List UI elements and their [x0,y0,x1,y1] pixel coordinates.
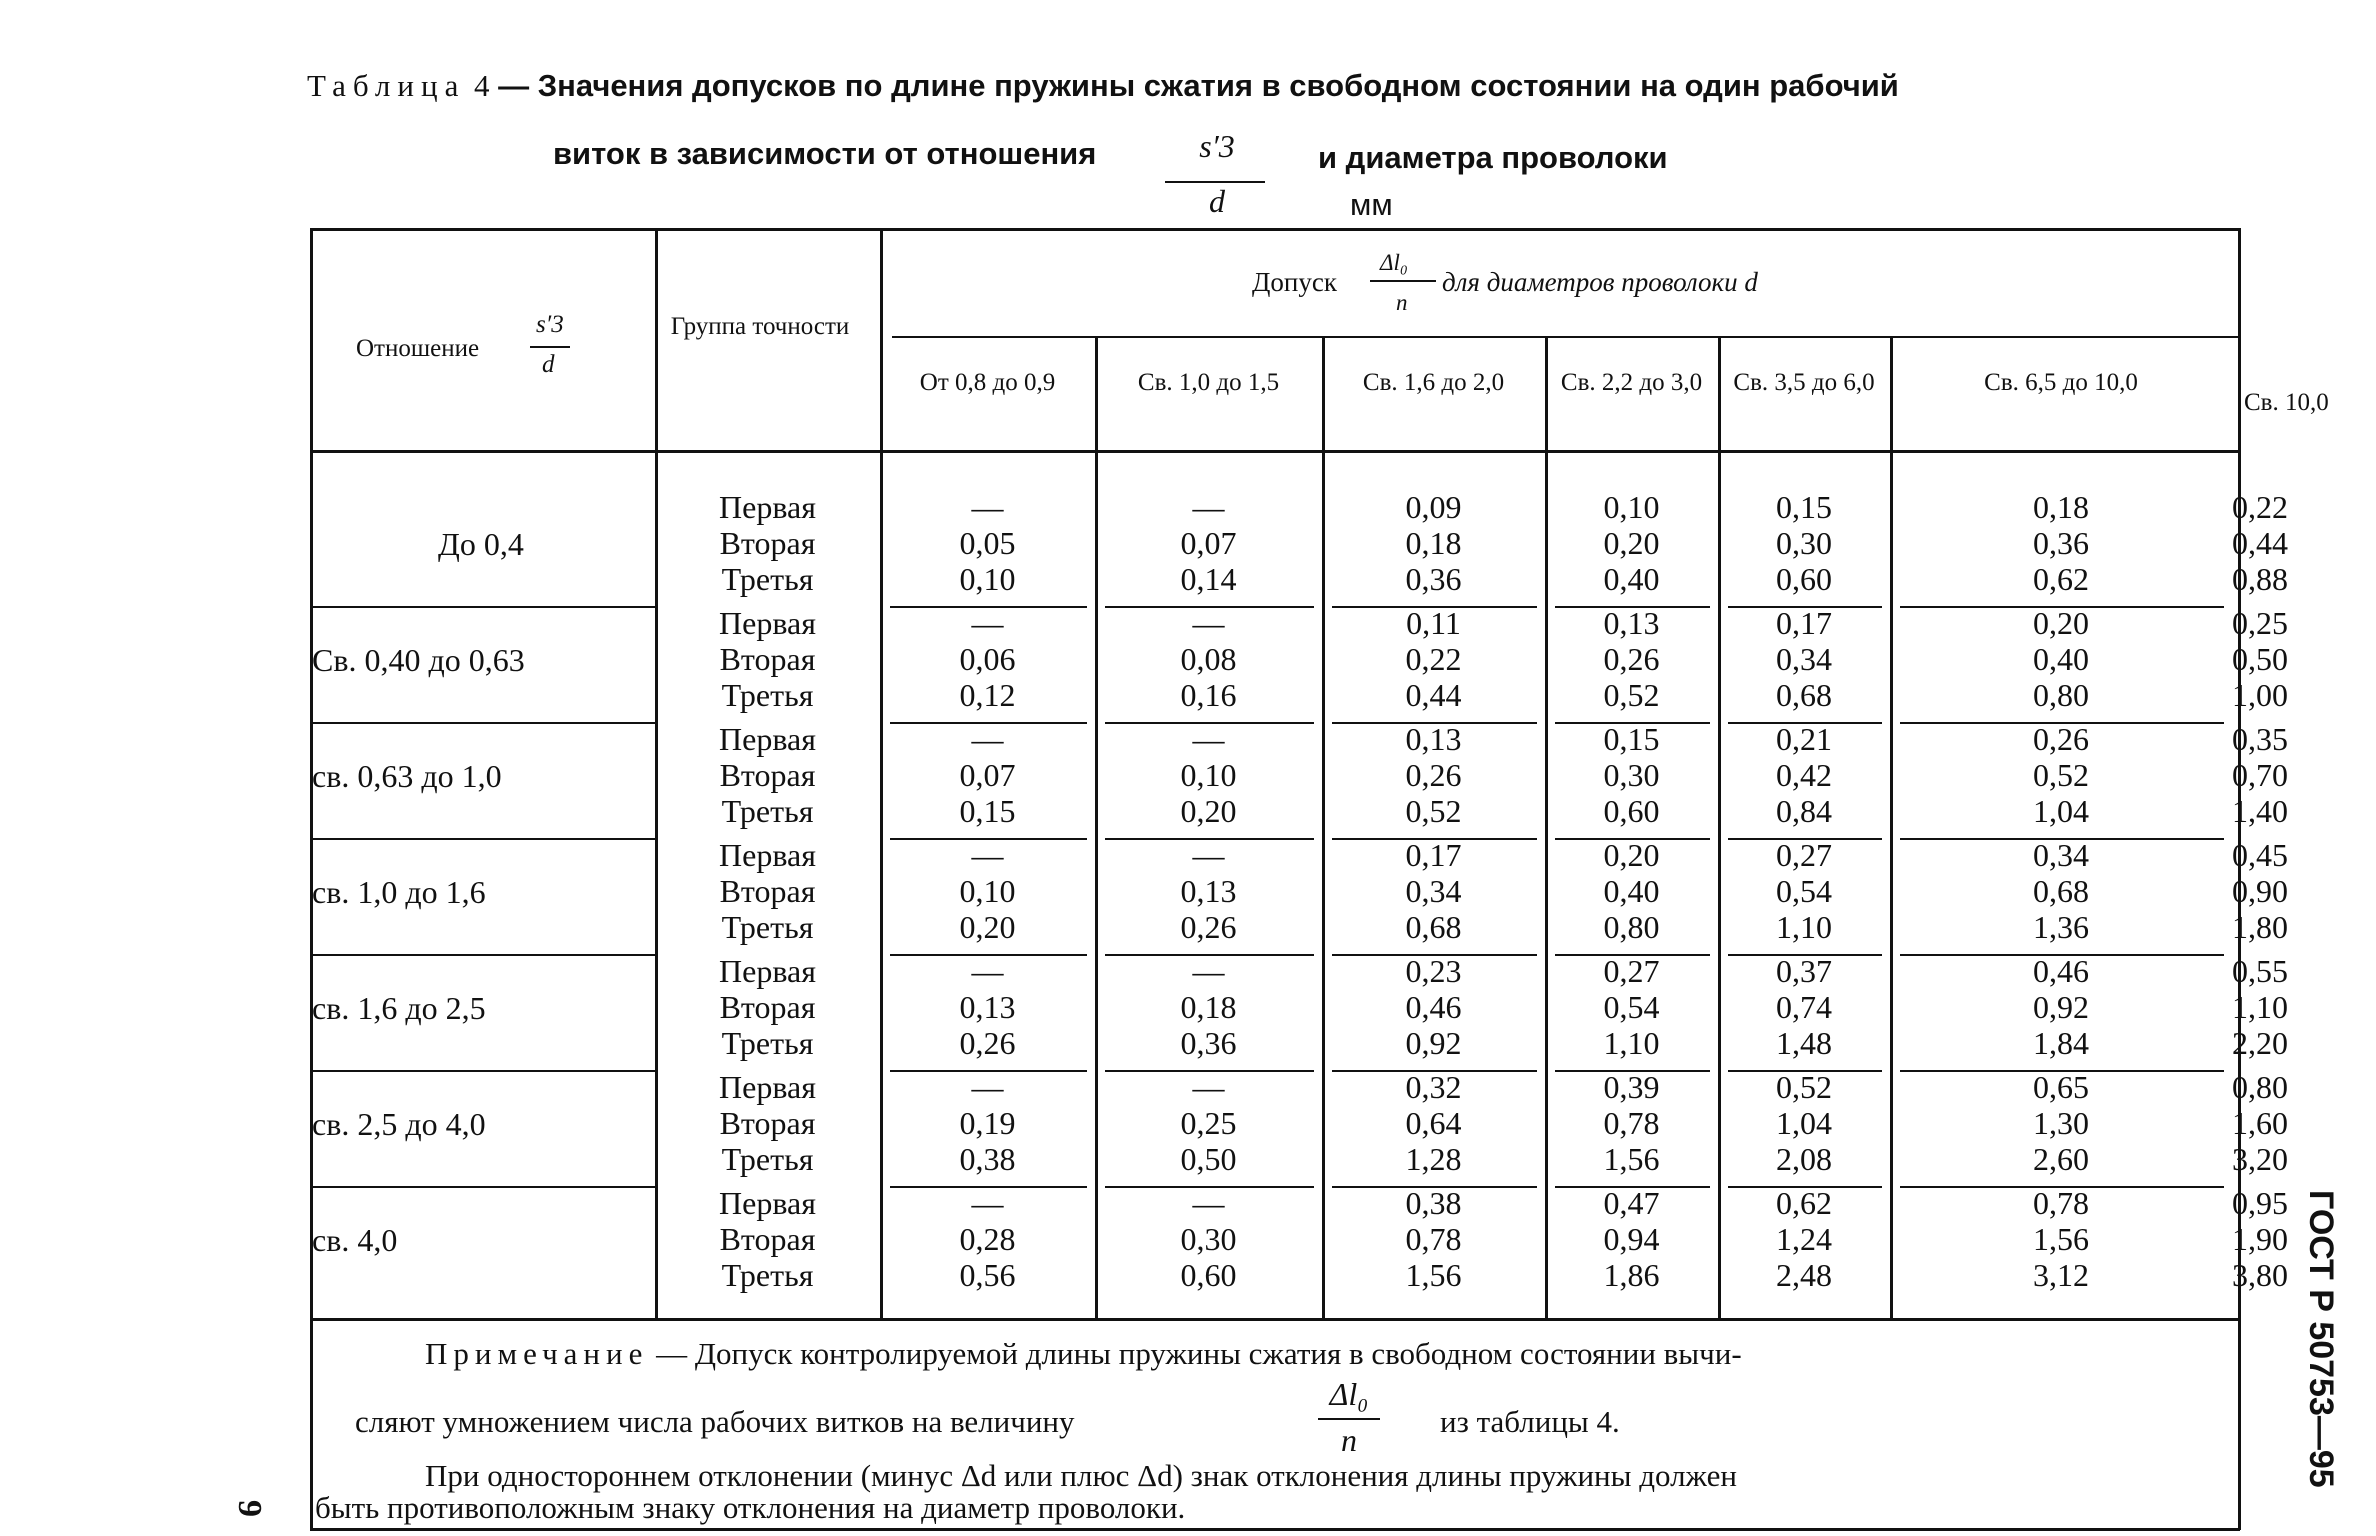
header-bottom-border [310,450,2240,453]
tolerance-value: 0,64 [1405,1105,1462,1141]
tolerance-value: 1,10 [2232,989,2288,1025]
tolerance-value: 1,04 [1776,1105,1832,1141]
accuracy-group-label: Вторая [719,641,816,677]
group-header: Группа точности [670,313,850,340]
tolerance-value: 0,26 [2033,721,2089,757]
accuracy-group-label: Первая [719,1185,816,1221]
tolerance-value: 0,17 [1776,605,1832,641]
tolerance-value: 0,20 [1180,793,1237,829]
tolerance-value: — [971,1069,1004,1105]
tolerance-value: 3,12 [2033,1257,2089,1293]
note-fraction-denominator: n [1341,1422,1357,1458]
diameter-column-header: Св. 1,6 до 2,0 [1362,369,1505,396]
tolerance-value: 0,78 [2033,1185,2089,1221]
note-line3: При одностороннем отклонении (минус Δd или плюс Δd) знак отклонения длины пружины должен [425,1458,1737,1493]
tolerance-value: 0,30 [1180,1221,1237,1257]
tolerance-value: 0,46 [2033,953,2089,989]
note-fraction-numerator: Δl₀ [1329,1376,1369,1412]
tolerance-value: — [1192,489,1225,525]
tolerance-value: 0,26 [1603,641,1660,677]
tolerance-value: 0,27 [1776,837,1832,873]
tolerance-value: 0,62 [2033,561,2089,597]
tolerance-value: 0,50 [2232,641,2288,677]
tolerance-value: 0,13 [1180,873,1237,909]
tolerance-value: 0,44 [2232,525,2288,561]
tolerance-value: 0,08 [1180,641,1237,677]
tolerance-value: 0,21 [1776,721,1832,757]
tolerance-value: 0,34 [2033,837,2089,873]
caption-line2-pre: виток в зависимости от отношения [553,136,1097,171]
diameter-column-header: Св. 1,0 до 1,5 [1137,369,1280,396]
tolerance-value: 0,52 [1603,677,1660,713]
tolerance-value: 2,60 [2033,1141,2089,1177]
tolerance-value: 0,36 [1180,1025,1237,1061]
table-top-border [310,228,2240,231]
tolerance-value: 0,40 [2033,641,2089,677]
tolerance-value: 0,26 [1405,757,1462,793]
tolerance-value: 0,14 [1180,561,1237,597]
tolerance-value: 0,94 [1603,1221,1660,1257]
tolerance-value: 0,52 [1405,793,1462,829]
diameter-column-header: Св. 2,2 до 3,0 [1560,369,1703,396]
tolerance-value: 0,15 [959,793,1016,829]
tolerance-value: — [971,1185,1004,1221]
ratio-header-denominator: d [542,351,555,378]
tolerance-value: 0,60 [1776,561,1832,597]
ratio-row-label: До 0,4 [438,526,524,562]
tolerance-header [1230,250,1930,330]
tolerance-value: 0,36 [1405,561,1462,597]
tolerance-value: 0,20 [959,909,1016,945]
accuracy-group-label: Третья [721,909,814,945]
diameter-column-header: Св. 6,5 до 10,0 [1984,369,2138,396]
tolerance-value: — [1192,1185,1225,1221]
tolerance-value: 0,18 [1405,525,1462,561]
tolerance-value: — [1192,837,1225,873]
tolerance-value: 1,56 [1603,1141,1660,1177]
table-body-bottom-border [310,1318,2240,1321]
tolerance-value: 0,06 [959,641,1016,677]
row-divider-ratio-6 [310,1186,655,1188]
tolerance-value: 1,84 [2033,1025,2089,1061]
tolerance-header-numerator: Δl₀ [1380,250,1408,275]
row-divider-ratio-4 [310,954,655,956]
row-divider-ratio-5 [310,1070,655,1072]
tolerance-value: 0,84 [1776,793,1832,829]
tolerance-value: 0,68 [1405,909,1462,945]
tolerance-value: 0,34 [1405,873,1462,909]
tolerance-value: — [1192,1069,1225,1105]
tolerance-value: 0,78 [1603,1105,1660,1141]
tolerance-value: 0,19 [959,1105,1016,1141]
note-line4: быть противоположным знаку отклонения на диаметр проволоки. [315,1490,1186,1525]
tolerance-value: 0,11 [1406,605,1461,641]
tolerance-value: 1,40 [2232,793,2288,829]
tolerance-value: — [971,721,1004,757]
tolerance-value: 1,28 [1405,1141,1462,1177]
tolerance-value: 2,48 [1776,1257,1832,1293]
tolerance-value: 0,42 [1776,757,1832,793]
tolerance-value: 0,22 [2232,489,2288,525]
tolerance-value: 0,05 [959,525,1016,561]
note-fraction-bar [1318,1418,1380,1420]
tolerance-header-pre: Допуск [1252,267,1337,297]
tolerance-value: 0,40 [1603,561,1660,597]
tolerance-value: 0,25 [2232,605,2288,641]
tolerance-value: 0,38 [959,1141,1016,1177]
tolerance-value: 1,00 [2232,677,2288,713]
tolerance-value: 0,44 [1405,677,1462,713]
note-line1 [425,1336,1742,1372]
tolerance-value: — [971,837,1004,873]
tolerance-value: 0,52 [2033,757,2089,793]
tolerance-value: 1,48 [1776,1025,1832,1061]
tolerance-value: 0,26 [959,1025,1016,1061]
accuracy-group-label: Вторая [719,989,816,1025]
tolerance-value: 0,68 [1776,677,1832,713]
tolerance-value: 0,37 [1776,953,1832,989]
row-divider-ratio-2 [310,722,655,724]
tolerance-value: 0,18 [1180,989,1237,1025]
tolerance-value: — [971,489,1004,525]
ratio-row-label: св. 2,5 до 4,0 [312,1106,486,1142]
tolerance-header-bar [1370,280,1436,282]
tolerance-value: 0,95 [2232,1185,2288,1221]
note-line1-text: — Допуск контролируемой длины пружины сжатия в свободном состоянии вычи- [656,1336,1742,1371]
caption-fraction-numerator: s′3 [1199,128,1235,164]
diameter-column-header: Св. 10,0 [2244,389,2329,416]
tolerance-value: 0,36 [2033,525,2089,561]
accuracy-group-label: Первая [719,489,816,525]
tolerance-value: 1,86 [1603,1257,1660,1293]
tolerance-value: 0,22 [1405,641,1462,677]
tolerance-value: 1,04 [2033,793,2089,829]
tolerance-value: 1,10 [1603,1025,1660,1061]
tolerance-value: 0,78 [1405,1221,1462,1257]
tolerance-value: 0,34 [1776,641,1832,677]
ratio-header [318,300,648,420]
tolerance-value: 0,09 [1405,489,1462,525]
tolerance-value: 0,13 [1603,605,1660,641]
accuracy-group-label: Вторая [719,525,816,561]
ratio-row-label: св. 1,6 до 2,5 [312,990,486,1026]
tolerance-value: 0,10 [1603,489,1660,525]
ratio-header-label: Отношение [356,335,480,362]
tolerance-value: 0,13 [959,989,1016,1025]
tolerance-value: 0,68 [2033,873,2089,909]
tolerance-value: 0,17 [1405,837,1462,873]
row-divider-ratio-1 [310,606,655,608]
tolerance-value: 2,08 [1776,1141,1832,1177]
tolerance-value: 0,32 [1405,1069,1462,1105]
accuracy-group-label: Первая [719,721,816,757]
caption-number: 4 [473,68,490,103]
tolerance-value: 0,30 [1603,757,1660,793]
ratio-row-label: св. 0,63 до 1,0 [312,758,502,794]
tolerance-value: 0,15 [1603,721,1660,757]
ratio-row-label: св. 4,0 [312,1222,398,1258]
tolerance-header-denominator: n [1396,290,1408,315]
tolerance-value: 1,80 [2232,909,2288,945]
accuracy-group-label: Первая [719,1069,816,1105]
tolerance-value: 0,70 [2232,757,2288,793]
accuracy-group-label: Третья [721,793,814,829]
tolerance-value: 0,23 [1405,953,1462,989]
accuracy-group-label: Третья [721,1025,814,1061]
tolerance-value: 3,80 [2232,1257,2288,1293]
row-divider-ratio-3 [310,838,655,840]
tolerance-value: 2,20 [2232,1025,2288,1061]
tolerance-value: 1,10 [1776,909,1832,945]
tolerance-value: 0,55 [2232,953,2288,989]
caption-line1: — Значения допусков по длине пружины сжатия в свободном состоянии на один рабочий [498,68,1899,103]
note-line2-pre: сляют умножением числа рабочих витков на величину [355,1404,1075,1439]
tolerance-value: 0,27 [1603,953,1660,989]
tolerance-value: — [1192,953,1225,989]
tolerance-value: 0,16 [1180,677,1237,713]
tolerance-value: 1,90 [2232,1221,2288,1257]
tolerance-value: 1,30 [2033,1105,2089,1141]
tolerance-value: — [1192,605,1225,641]
tolerance-value: 1,60 [2232,1105,2288,1141]
caption-line2-post: и диаметра проволоки [1318,140,1668,175]
tolerance-value: 0,07 [959,757,1016,793]
tolerance-value: 0,39 [1603,1069,1660,1105]
accuracy-group-label: Первая [719,837,816,873]
tolerance-value: 0,80 [2232,1069,2288,1105]
tolerance-value: 0,74 [1776,989,1832,1025]
tolerance-value: 0,80 [1603,909,1660,945]
tolerance-value: 1,56 [2033,1221,2089,1257]
tolerance-value: — [971,953,1004,989]
diameter-column-header: От 0,8 до 0,9 [919,369,1056,396]
tolerance-value: 0,40 [1603,873,1660,909]
tolerance-value: 0,62 [1776,1185,1832,1221]
caption-fraction-denominator: d [1209,183,1225,219]
tolerance-value: 0,20 [2033,605,2089,641]
tolerance-value: 3,20 [2232,1141,2288,1177]
tolerance-value: 0,88 [2232,561,2288,597]
tolerance-value: 1,56 [1405,1257,1462,1293]
accuracy-group-label: Вторая [719,873,816,909]
accuracy-group-label: Вторая [719,1221,816,1257]
note-line2-post: из таблицы 4. [1440,1404,1620,1439]
tolerance-value: 0,25 [1180,1105,1237,1141]
caption-units: мм [1350,187,1393,222]
caption-label: Таблица [307,68,466,103]
tolerance-value: 0,10 [959,561,1016,597]
ratio-row-label: Св. 0,40 до 0,63 [312,642,525,678]
standard-designation: ГОСТ Р 50753—95 [2302,1190,2340,1488]
accuracy-group-label: Третья [721,1141,814,1177]
note-label: Примечание [425,1336,649,1371]
tolerance-value: — [971,605,1004,641]
tolerance-value: 0,65 [2033,1069,2089,1105]
tolerance-value: 0,20 [1603,837,1660,873]
accuracy-group-label: Третья [721,561,814,597]
tolerance-value: — [1192,721,1225,757]
table-bottom-border [310,1528,2240,1531]
tolerance-value: 0,90 [2232,873,2288,909]
ratio-header-bar [530,346,570,348]
tolerance-value: 0,60 [1603,793,1660,829]
tolerance-value: 0,54 [1603,989,1660,1025]
tolerance-value: 0,30 [1776,525,1832,561]
ratio-header-numerator: s′3 [536,311,564,338]
tolerance-value: 0,13 [1405,721,1462,757]
tolerance-value: 0,38 [1405,1185,1462,1221]
tolerance-value: 0,54 [1776,873,1832,909]
tolerance-value: 0,10 [959,873,1016,909]
accuracy-group-label: Вторая [719,757,816,793]
tolerance-value: 0,47 [1603,1185,1660,1221]
tolerance-value: 0,12 [959,677,1016,713]
tolerance-value: 0,52 [1776,1069,1832,1105]
tolerance-value: 0,07 [1180,525,1237,561]
table-caption [307,68,1899,104]
tolerance-value: 0,60 [1180,1257,1237,1293]
accuracy-group-label: Третья [721,677,814,713]
accuracy-group-label: Первая [719,953,816,989]
ratio-row-label: св. 1,0 до 1,6 [312,874,486,910]
tolerance-value: 0,50 [1180,1141,1237,1177]
accuracy-group-label: Первая [719,605,816,641]
tolerance-value: 0,56 [959,1257,1016,1293]
tolerance-value: 0,92 [2033,989,2089,1025]
tolerance-value: 0,92 [1405,1025,1462,1061]
tolerance-value: 0,20 [1603,525,1660,561]
accuracy-group-label: Вторая [719,1105,816,1141]
tolerance-value: 1,24 [1776,1221,1832,1257]
tolerance-value: 0,80 [2033,677,2089,713]
tolerance-value: 0,35 [2232,721,2288,757]
accuracy-group-label: Третья [721,1257,814,1293]
tolerance-header-post: для диаметров проволоки d [1442,267,1758,297]
tolerance-value: 0,15 [1776,489,1832,525]
tolerance-value: 0,45 [2232,837,2288,873]
tolerance-value: 0,26 [1180,909,1237,945]
page-number: 9 [231,1500,268,1517]
diameter-column-header: Св. 3,5 до 6,0 [1733,369,1875,396]
tolerance-value: 0,10 [1180,757,1237,793]
tolerance-value: 0,18 [2033,489,2089,525]
tolerance-value: 1,36 [2033,909,2089,945]
tolerance-value: 0,28 [959,1221,1016,1257]
tolerance-value: 0,46 [1405,989,1462,1025]
